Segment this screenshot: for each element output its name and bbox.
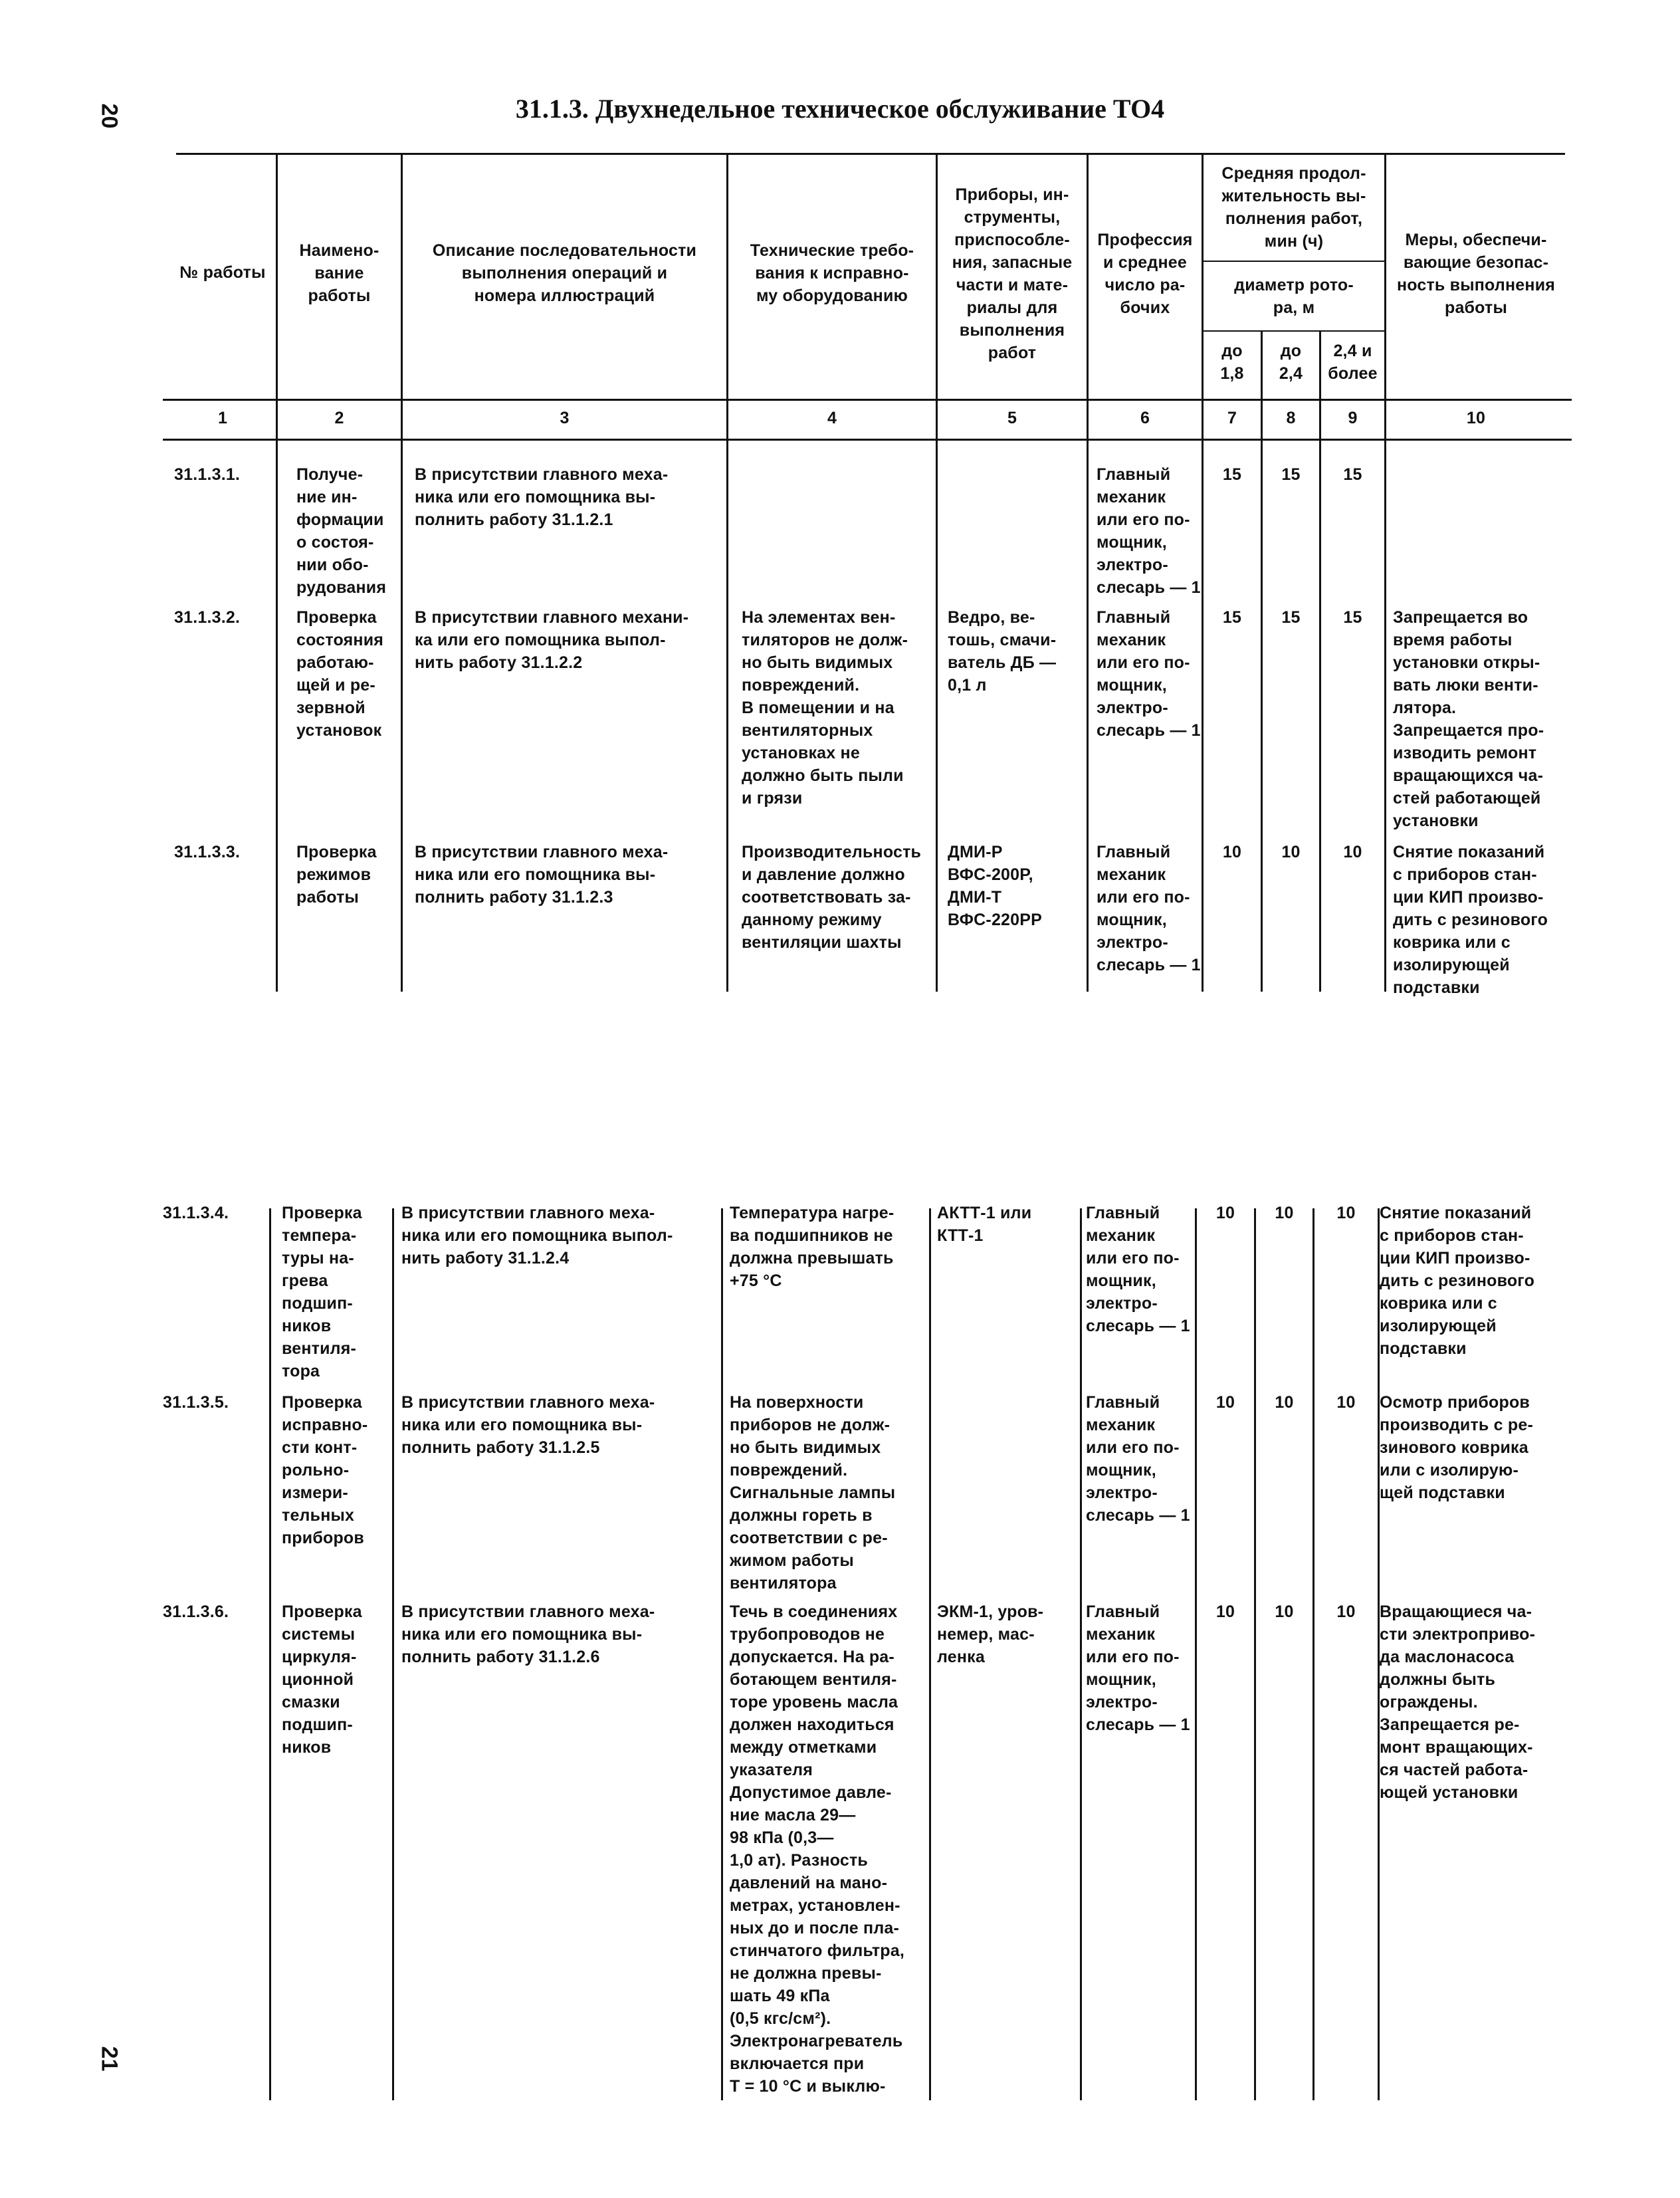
header-d2: до 2,4	[1279, 342, 1303, 383]
col-number: 3	[560, 409, 570, 427]
col-divider	[269, 1208, 271, 2100]
page-title: 31.1.3. Двухнедельное техническое обслуживание ТО4	[515, 94, 1165, 124]
col-divider	[1254, 1208, 1256, 2100]
row-description: В присутствии главного меха- ника или его помощника вы- полнить работу 31.1.2.6	[401, 1602, 655, 1666]
row-name: Проверка режимов работы	[296, 843, 377, 907]
col-number: 4	[827, 409, 837, 427]
header-col4: Технические требо- вания к исправно- му оборудованию	[750, 241, 914, 305]
page-number-top: 20	[96, 103, 122, 129]
row-duration-d3: 15	[1343, 608, 1362, 627]
col-number: 5	[1007, 409, 1017, 427]
row-requirements: Температура нагре- ва подшипников не должна превышать +75 °С	[730, 1204, 894, 1290]
row-duration-d1: 10	[1215, 1393, 1235, 1412]
row-name: Проверка исправно- сти конт- рольно- измери- тельных приборов	[282, 1393, 368, 1547]
row-profession: Главный механик или его по- мощник, электро- слесарь — 1	[1097, 608, 1201, 740]
row-name: Получе- ние ин- формации о состоя- нии обо- рудования	[296, 465, 387, 597]
page-number-bottom: 21	[96, 2046, 122, 2072]
row-name: Проверка системы циркуля- ционной смазки подшип- ников	[282, 1602, 362, 1757]
col-number: 6	[1140, 409, 1150, 427]
col-divider	[1319, 330, 1321, 992]
header-col10: Меры, обеспечи- вающие безопас- ность выполнения работы	[1396, 231, 1556, 317]
row-safety: Снятие показаний с приборов стан- ции КИП произво- дить с резинового коврика или с изолирующей подставки	[1393, 843, 1548, 997]
col-divider	[1312, 1208, 1314, 2100]
row-description: В присутствии главного меха- ника или его помощника вы- полнить работу 31.1.2.5	[401, 1393, 655, 1457]
col-divider	[392, 1208, 394, 2100]
row-profession: Главный механик или его по- мощник, электро- слесарь — 1	[1086, 1602, 1190, 1734]
col-divider	[1261, 330, 1263, 992]
row-safety: Вращающиеся ча- сти электроприво- да маслонасоса должны быть ограждены. Запрещается ре- монт вращающих- ся частей работа- ющей установки	[1380, 1602, 1536, 1802]
row-requirements: На элементах вен- тиляторов не долж- но быть видимых повреждений. В помещении и на вентиляторных установках не должно быть пыли и грязи	[742, 608, 908, 808]
header-rule-duration	[1202, 261, 1384, 262]
col-divider	[1080, 1208, 1082, 2100]
row-requirements: Течь в соединениях трубопроводов не допускается. На ра- ботающем вентиля- торе уровень масла должен находиться между отметками указателя Допустимое давле- ние масла 29— 98 кПа (0,3— 1,0 ат). Разность давлений на мано- метрах, установлен- ных до и после пла- стинчатого фильтра, не должна превы- шать 49 кПа (0,5 кгс/см²). Электронагреватель включается при Т = 10 °С и выклю-	[730, 1602, 904, 2096]
row-description: В присутствии главного меха- ника или его помощника выпол- нить работу 31.1.2.4	[401, 1204, 673, 1267]
col-number: 1	[217, 409, 228, 427]
row-name: Проверка темпера- туры на- грева подшип- ников вентиля- тора	[282, 1204, 362, 1380]
col-number: 10	[1466, 409, 1486, 427]
row-tools: Ведро, ве- тошь, смачи- ватель ДБ — 0,1 л	[948, 608, 1057, 695]
row-requirements: Производительность и давление должно соответствовать за- данному режиму вентиляции шахты	[742, 843, 922, 952]
row-duration-d1: 10	[1222, 843, 1242, 861]
row-safety: Снятие показаний с приборов стан- ции КИП произво- дить с резинового коврика или с изолирующей подставки	[1380, 1204, 1535, 1358]
row-duration-d2: 15	[1281, 608, 1301, 627]
row-number: 31.1.3.4.	[163, 1204, 229, 1222]
header-d3: 2,4 и более	[1328, 342, 1378, 383]
col-divider	[721, 1208, 723, 2100]
row-profession: Главный механик или его по- мощник, электро- слесарь — 1	[1086, 1393, 1190, 1525]
row-number: 31.1.3.3.	[174, 843, 241, 861]
row-number: 31.1.3.5.	[163, 1393, 229, 1412]
row-profession: Главный механик или его по- мощник, электро- слесарь — 1	[1086, 1204, 1190, 1335]
row-duration-d2: 10	[1275, 1393, 1294, 1412]
table-top-rule	[176, 153, 1565, 155]
row-duration-d2: 10	[1275, 1204, 1294, 1222]
row-description: В присутствии главного меха- ника или его помощника вы- полнить работу 31.1.2.3	[415, 843, 669, 907]
col-number: 8	[1286, 409, 1296, 427]
row-number: 31.1.3.6.	[163, 1602, 229, 1621]
row-safety: Осмотр приборов производить с ре- зинового коврика или с изолирую- щей подставки	[1380, 1393, 1533, 1502]
header-col2: Наимено- вание работы	[299, 241, 379, 305]
row-duration-d1: 15	[1222, 608, 1242, 627]
row-duration-d1: 10	[1215, 1602, 1235, 1621]
row-duration-d2: 10	[1281, 843, 1301, 861]
header-bottom-rule	[163, 399, 1572, 401]
row-description: В присутствии главного механи- ка или его помощника выпол- нить работу 31.1.2.2	[415, 608, 689, 672]
col-number: 9	[1348, 409, 1358, 427]
header-col1: № работы	[179, 263, 266, 282]
row-name: Проверка состояния работаю- щей и ре- зервной установок	[296, 608, 384, 740]
header-col6: Профессия и среднее число ра- бочих	[1097, 231, 1193, 317]
row-duration-d3: 10	[1336, 1602, 1356, 1621]
row-number: 31.1.3.2.	[174, 608, 241, 627]
row-safety: Запрещается во время работы установки откры- вать люки венти- лятора. Запрещается про- изводить ремонт вращающихся ча- стей работающей установки	[1393, 608, 1544, 830]
row-duration-d2: 10	[1275, 1602, 1294, 1621]
row-description: В присутствии главного меха- ника или его помощника вы- полнить работу 31.1.2.1	[415, 465, 669, 529]
col-number-rule	[163, 439, 1572, 441]
row-tools: ДМИ-Р ВФС-200Р, ДМИ-Т ВФС-220РР	[948, 843, 1043, 929]
row-tools: АКТТ-1 или КТТ-1	[937, 1204, 1032, 1245]
row-tools: ЭКМ-1, уров- немер, мас- ленка	[937, 1602, 1044, 1666]
header-col5: Приборы, ин- струменты, приспособле- ния, запасные части и мате- риалы для выполнения работ	[952, 185, 1073, 362]
row-duration-d3: 15	[1343, 465, 1362, 484]
header-col789: Средняя продол- жительность вы- полнения работ, мин (ч)	[1221, 164, 1366, 251]
row-profession: Главный механик или его по- мощник, электро- слесарь — 1	[1097, 465, 1201, 597]
row-requirements: На поверхности приборов не долж- но быть видимых повреждений. Сигнальные лампы должны гореть в соответствии с ре- жимом работы вентилятора	[730, 1393, 896, 1593]
row-duration-d3: 10	[1343, 843, 1362, 861]
row-profession: Главный механик или его по- мощник, электро- слесарь — 1	[1097, 843, 1201, 974]
header-col3: Описание последовательности выполнения операций и номера иллюстраций	[432, 241, 697, 305]
row-duration-d1: 15	[1222, 465, 1242, 484]
col-divider	[1195, 1208, 1197, 2100]
row-duration-d3: 10	[1336, 1204, 1356, 1222]
row-duration-d2: 15	[1281, 465, 1301, 484]
header-rule-rotor	[1202, 330, 1384, 332]
col-divider	[929, 1208, 931, 2100]
col-number: 2	[334, 409, 344, 427]
header-d1: до 1,8	[1220, 342, 1244, 383]
col-number: 7	[1227, 409, 1237, 427]
header-rotor: диаметр рото- ра, м	[1234, 276, 1354, 317]
row-duration-d3: 10	[1336, 1393, 1356, 1412]
row-number: 31.1.3.1.	[174, 465, 241, 484]
row-duration-d1: 10	[1215, 1204, 1235, 1222]
